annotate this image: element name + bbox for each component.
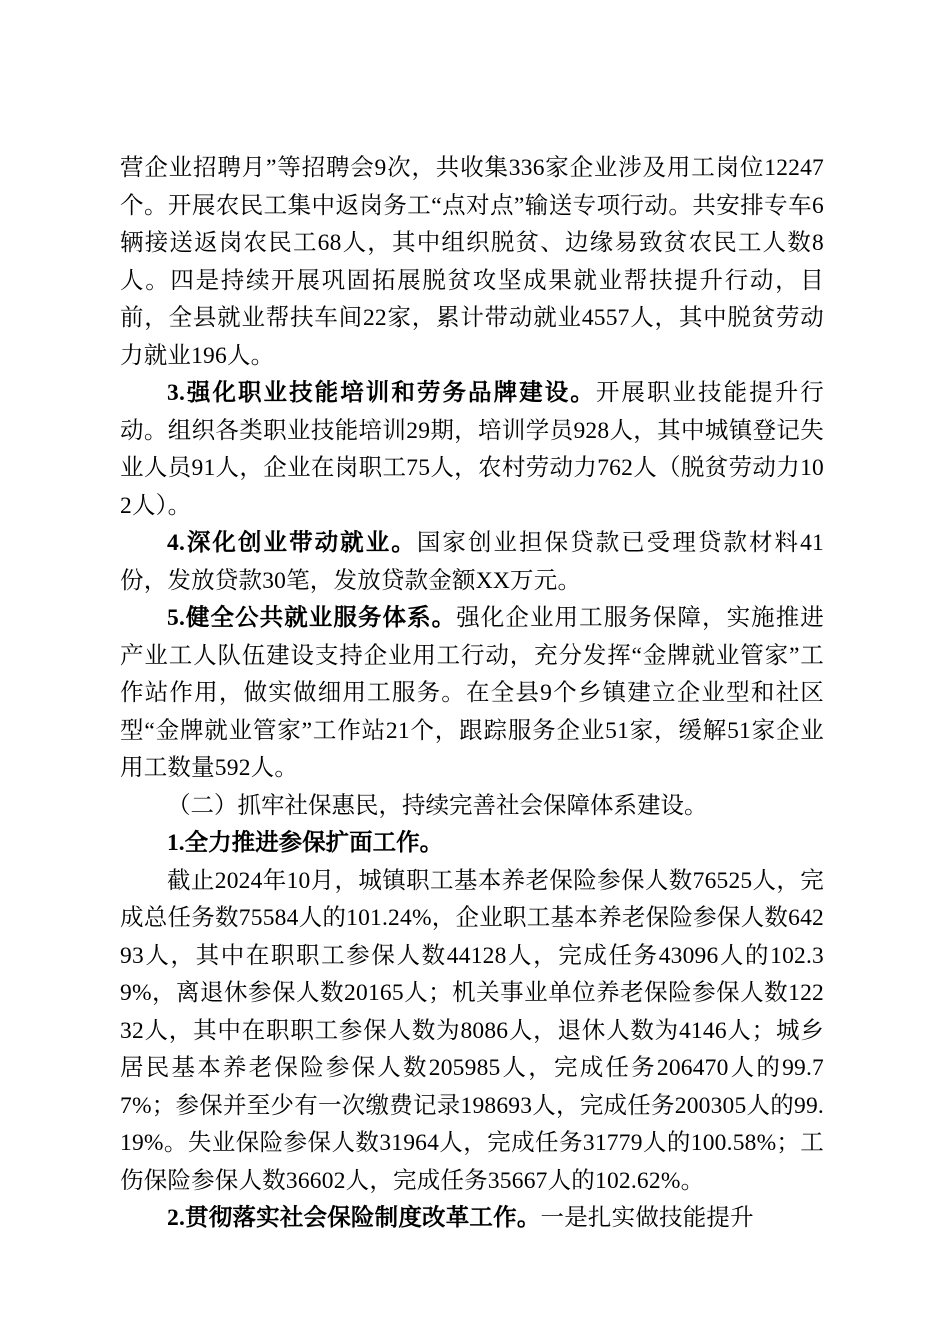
subsection-2-body: 一是扎实做技能提升 <box>540 1205 754 1231</box>
paragraph-item-5 <box>120 600 824 788</box>
section-2-heading: （二）抓牢社保惠民，持续完善社会保障体系建设。 <box>167 792 708 819</box>
item-3-heading: 3.强化职业技能培训和劳务品牌建设。 <box>167 380 596 406</box>
subsection-1-heading: 1.全力推进参保扩面工作。 <box>167 830 444 856</box>
item-4-body: 国家创业担保贷款已受理贷款材料41份，发放贷款30笔，发放贷款金额XX万元。 <box>120 530 825 594</box>
paragraph-employment-continuation: 营企业招聘月”等招聘会9次，共收集336家企业涉及用工岗位12247个。开展农民工集中返岗务工“点对点”输送专项行动。共安排专车6辆接送返岗农民工68人，其中组织脱贫、边缘易致贫农民工人数8人。四是持续开展巩固拓展脱贫攻坚成果就业帮扶提升行动，目前，全县就业帮扶车间22家，累计带动就业4557人，其中脱贫劳动力就业196人。 <box>120 155 824 369</box>
paragraph-item-3 <box>120 375 824 525</box>
item-3-body: 开展职业技能提升行动。组织各类职业技能培训29期，培训学员928人，其中城镇登记失业人员91人，企业在岗职工75人，农村劳动力762人（脱贫劳动力102人）。 <box>120 380 824 519</box>
item-5-body: 强化企业用工服务保障，实施推进产业工人队伍建设支持企业用工行动，充分发挥“金牌就业管家”工作站作用，做实做细用工服务。在全县9个乡镇建立企业型和社区型“金牌就业管家”工作站21个，跟踪服务企业51家，缓解51家企业用工数量592人。 <box>120 605 824 781</box>
paragraph-insurance-stats: 截止2024年10月，城镇职工基本养老保险参保人数76525人，完成总任务数75584人的101.24%，企业职工基本养老保险参保人数64293人，其中在职职工参保人数44128人，完成任务43096人的102.39%，离退休参保人数20165人；机关事业单位养老保险参保人数12232人，其中在职职工参保人数为8086人，退休人数为4146人；城乡居民基本养老保险参保人数205985人，完成任务206470人的99.77%；参保并至少有一次缴费记录198693人，完成任务200305人的99.19%。失业保险参保人数31964人，完成任务31779人的100.58%；工伤保险参保人数36602人，完成任务35667人的102.62%。 <box>120 867 824 1194</box>
item-4-heading: 4.深化创业带动就业。 <box>167 530 417 556</box>
subsection-2-heading: 2.贯彻落实社会保险制度改革工作。 <box>167 1205 541 1231</box>
item-5-heading: 5.健全公共就业服务体系。 <box>167 605 457 631</box>
paragraph-item-4 <box>120 525 824 600</box>
document-body <box>120 150 824 1238</box>
paragraph-subsection-2 <box>120 1200 824 1238</box>
